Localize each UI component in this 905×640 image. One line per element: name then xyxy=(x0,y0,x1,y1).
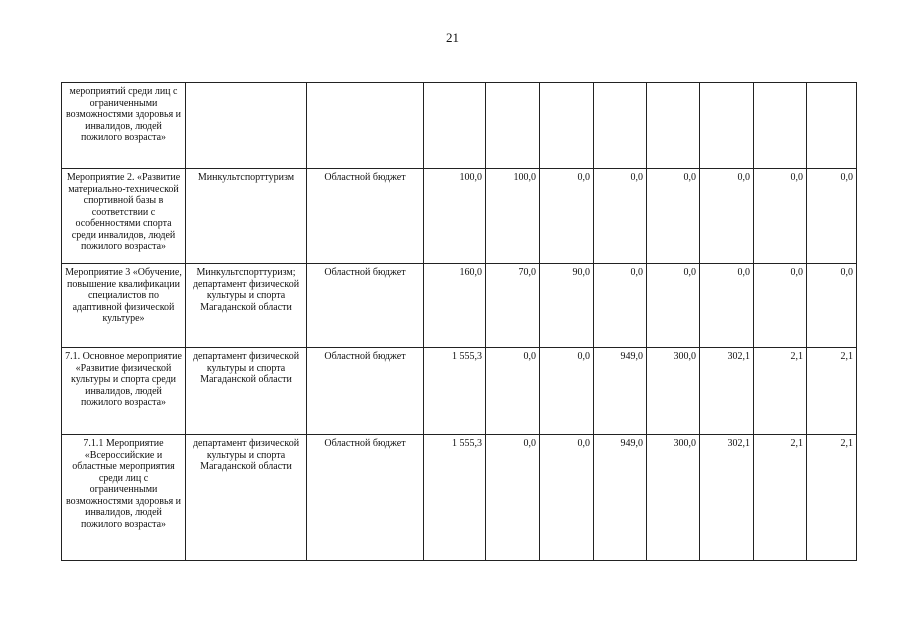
amount-total-cell: 1 555,3 xyxy=(424,435,486,561)
amount-cell: 300,0 xyxy=(647,348,700,435)
amount-cell xyxy=(594,83,647,169)
amount-cell: 70,0 xyxy=(486,264,540,348)
amount-cell: 100,0 xyxy=(486,169,540,264)
amount-total-cell xyxy=(424,83,486,169)
activity-name-cell: 7.1.1 Мероприятие «Всероссийские и областные мероприятия среди лиц с ограниченными возможностями здоровья и инвалидов, людей пожилого возраста» xyxy=(62,435,186,561)
amount-cell xyxy=(807,83,857,169)
amount-cell: 0,0 xyxy=(754,169,807,264)
activity-name-cell: Мероприятие 2. «Развитие материально-технической спортивной базы в соответствии с особенностями спорта среди инвалидов, людей пожилого возраста» xyxy=(62,169,186,264)
funding-source-cell xyxy=(307,83,424,169)
amount-cell: 2,1 xyxy=(754,435,807,561)
amount-cell xyxy=(540,83,594,169)
amount-cell xyxy=(700,83,754,169)
amount-cell: 90,0 xyxy=(540,264,594,348)
table-row xyxy=(62,264,857,348)
executor-cell: департамент физической культуры и спорта Магаданской области xyxy=(186,348,307,435)
funding-source-cell: Областной бюджет xyxy=(307,348,424,435)
funding-source-cell: Областной бюджет xyxy=(307,264,424,348)
amount-cell xyxy=(486,83,540,169)
amount-cell xyxy=(754,83,807,169)
activity-name-cell: 7.1. Основное мероприятие «Развитие физической культуры и спорта среди инвалидов, людей пожилого возраста» xyxy=(62,348,186,435)
funding-source-cell: Областной бюджет xyxy=(307,435,424,561)
amount-cell: 0,0 xyxy=(540,169,594,264)
amount-cell: 949,0 xyxy=(594,348,647,435)
amount-cell: 2,1 xyxy=(754,348,807,435)
amount-cell: 0,0 xyxy=(647,169,700,264)
amount-cell xyxy=(647,83,700,169)
amount-cell: 0,0 xyxy=(700,169,754,264)
activity-name-cell: мероприятий среди лиц с ограниченными возможностями здоровья и инвалидов, людей пожилого возраста» xyxy=(62,83,186,169)
amount-cell: 0,0 xyxy=(807,169,857,264)
amount-cell: 949,0 xyxy=(594,435,647,561)
amount-cell: 0,0 xyxy=(540,348,594,435)
amount-cell: 302,1 xyxy=(700,348,754,435)
table-row xyxy=(62,169,857,264)
funding-source-cell: Областной бюджет xyxy=(307,169,424,264)
amount-cell: 2,1 xyxy=(807,348,857,435)
table-row xyxy=(62,435,857,561)
amount-cell: 0,0 xyxy=(807,264,857,348)
amount-cell: 0,0 xyxy=(754,264,807,348)
table-row xyxy=(62,83,857,169)
activity-name-cell: Мероприятие 3 «Обучение, повышение квалификации специалистов по адаптивной физической культуре» xyxy=(62,264,186,348)
amount-cell: 0,0 xyxy=(647,264,700,348)
executor-cell: Минкультспорттуризм; департамент физической культуры и спорта Магаданской области xyxy=(186,264,307,348)
amount-cell: 302,1 xyxy=(700,435,754,561)
executor-cell xyxy=(186,83,307,169)
amount-total-cell: 160,0 xyxy=(424,264,486,348)
executor-cell: департамент физической культуры и спорта Магаданской области xyxy=(186,435,307,561)
amount-cell: 300,0 xyxy=(647,435,700,561)
executor-cell: Минкультспорттуризм xyxy=(186,169,307,264)
budget-table xyxy=(61,82,857,561)
table-row xyxy=(62,348,857,435)
amount-cell: 0,0 xyxy=(486,348,540,435)
amount-cell: 0,0 xyxy=(594,264,647,348)
page-number: 21 xyxy=(446,30,459,45)
amount-cell: 0,0 xyxy=(540,435,594,561)
amount-total-cell: 100,0 xyxy=(424,169,486,264)
amount-cell: 0,0 xyxy=(594,169,647,264)
amount-cell: 0,0 xyxy=(486,435,540,561)
amount-cell: 2,1 xyxy=(807,435,857,561)
amount-cell: 0,0 xyxy=(700,264,754,348)
amount-total-cell: 1 555,3 xyxy=(424,348,486,435)
